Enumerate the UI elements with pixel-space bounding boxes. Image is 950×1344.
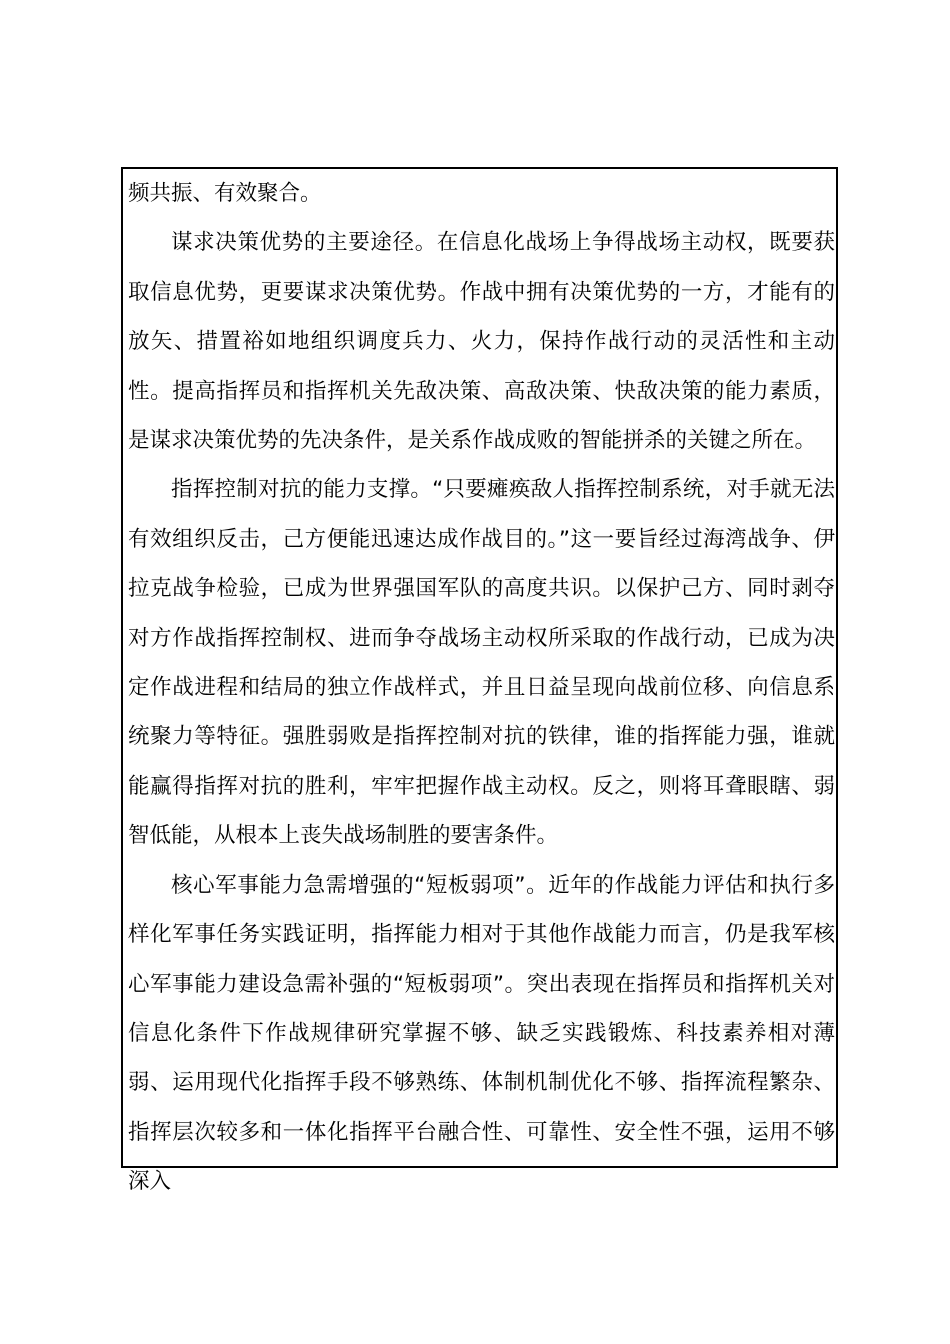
paragraph-decision-advantage: 谋求决策优势的主要途径。在信息化战场上争得战场主动权，既要获取信息优势，更要谋求决策优势。作战中拥有决策优势的一方，才能有的放矢、措置裕如地组织调度兵力、火力，保持作战行动的灵活性和主动性。提高指挥员和指挥机关先敌决策、高敌决策、快敌决策的能力素质，是谋求决策优势的先决条件，是关系作战成败的智能拼杀的关键之所在。	[128, 230, 835, 454]
text-body	[128, 169, 835, 1207]
text-frame	[121, 167, 838, 1195]
paragraph-continuation: 频共振、有效聚合。	[128, 181, 322, 206]
paragraph-core-capability-shortboard: 核心军事能力急需增强的“短板弱项”。近年的作战能力评估和执行多样化军事任务实践证明，指挥能力相对于其他作战能力而言，仍是我军核心军事能力建设急需补强的“短板弱项”。突出表现在指挥员和指挥机关对信息化条件下作战规律研究掌握不够、缺乏实践锻炼、科技素养相对薄弱、运用现代化指挥手段不够熟练、体制机制优化不够、指挥流程繁杂、指挥层次较多和一体化指挥平台融合性、可靠性、安全性不强，运用不够深入	[128, 872, 835, 1195]
paragraph-command-control-confrontation: 指挥控制对抗的能力支撑。“只要瘫痪敌人指挥控制系统，对手就无法有效组织反击，己方便能迅速达成作战目的。”这一要旨经过海湾战争、伊拉克战争检验，已成为世界强国军队的高度共识。以保护己方、同时剥夺对方作战指挥控制权、进而争夺战场主动权所采取的作战行动，已成为决定作战进程和结局的独立作战样式，并且日益呈现向战前位移、向信息系统聚力等特征。强胜弱败是指挥控制对抗的铁律，谁的指挥能力强，谁就能赢得指挥对抗的胜利，牢牢把握作战主动权。反之，则将耳聋眼瞎、弱智低能，从根本上丧失战场制胜的要害条件。	[128, 477, 835, 849]
